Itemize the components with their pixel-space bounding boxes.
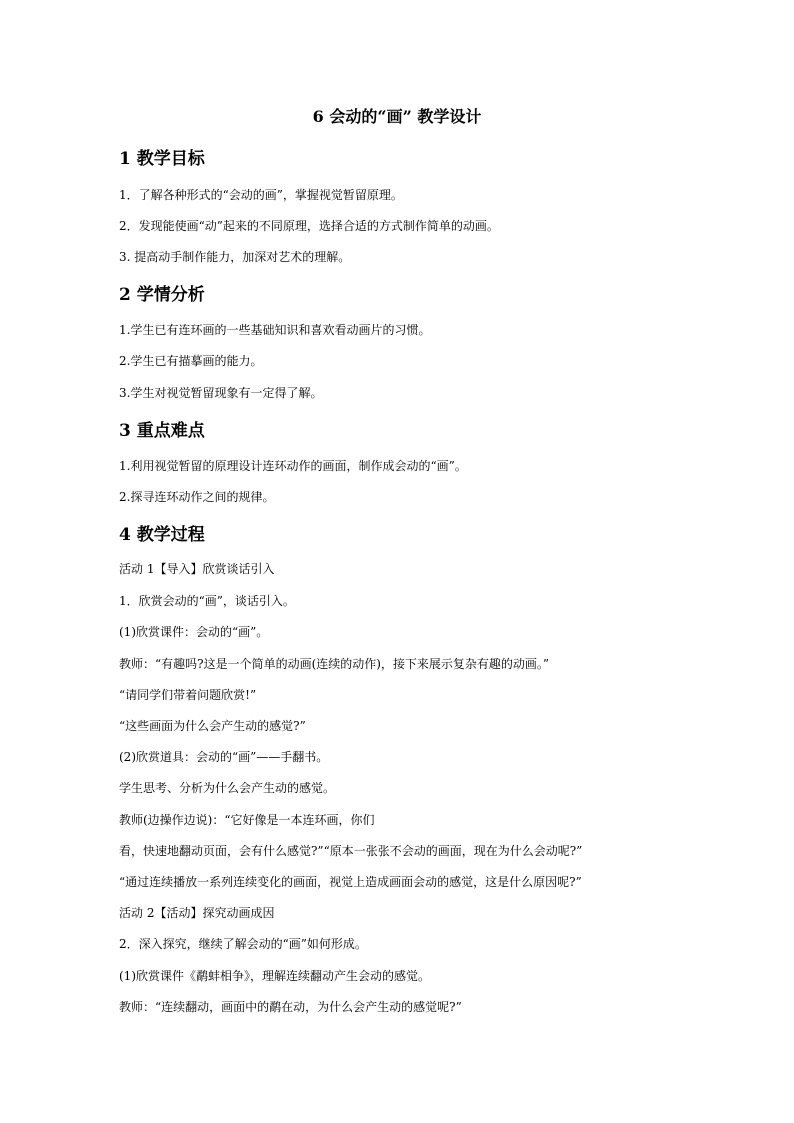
paragraph-line: 1．欣赏会动的“画”，谈话引入。 (119, 594, 295, 608)
paragraph-line: 教师：“有趣吗?这是一个简单的动画(连续的动作)，接下来展示复杂有趣的动画。” (119, 657, 550, 671)
paragraph-line: 2.学生已有描摹画的能力。 (119, 354, 263, 368)
paragraph-line: 看，快速地翻动页面，会有什么感觉?”“原本一张张不会动的画面，现在为什么会动呢?” (119, 844, 583, 858)
section-heading-key-points: 3 重点难点 (119, 421, 205, 441)
paragraph-line: 活动 1【导入】欣赏谈话引入 (119, 562, 275, 576)
document-title: 6 会动的“画” 教学设计 (312, 107, 482, 126)
paragraph-line: 2.探寻连环动作之间的规律。 (119, 490, 275, 504)
section-heading-objectives: 1 教学目标 (119, 149, 205, 169)
paragraph-line: (1)欣赏课件《鹬蚌相争》，理解连续翻动产生会动的感觉。 (119, 969, 431, 983)
paragraph-line: 学生思考、分析为什么会产生动的感觉。 (119, 781, 336, 795)
section-heading-process: 4 教学过程 (119, 525, 205, 545)
paragraph-line: “请同学们带着问题欣赏!” (119, 688, 257, 702)
paragraph-line: 1.利用视觉暂留的原理设计连环动作的画面，制作成会动的“画”。 (119, 459, 467, 473)
paragraph-line: (2)欣赏道具：会动的“画”——手翻书。 (119, 750, 329, 764)
paragraph-line: 教师(边操作边说)：“它好像是一本连环画，你们 (119, 813, 375, 827)
paragraph-line: 3.学生对视觉暂留现象有一定得了解。 (119, 386, 323, 400)
paragraph-line: 活动 2【活动】探究动画成因 (119, 906, 275, 920)
paragraph-line: 3. 提高动手制作能力，加深对艺术的理解。 (119, 250, 351, 264)
section-heading-analysis: 2 学情分析 (119, 285, 205, 305)
paragraph-line: 1．了解各种形式的“会动的画”，掌握视觉暂留原理。 (119, 188, 403, 202)
paragraph-line: 2．发现能使画“动”起来的不同原理，选择合适的方式制作简单的动画。 (119, 219, 499, 233)
paragraph-line: “通过连续播放一系列连续变化的画面，视觉上造成画面会动的感觉，这是什么原因呢?” (119, 875, 582, 889)
paragraph-line: “这些画面为什么会产生动的感觉?” (119, 719, 306, 733)
paragraph-line: (1)欣赏课件：会动的“画”。 (119, 625, 269, 639)
paragraph-line: 2．深入探究，继续了解会动的“画”如何形成。 (119, 937, 367, 951)
paragraph-line: 教师：“连续翻动，画面中的鹬在动，为什么会产生动的感觉呢?” (119, 1000, 462, 1014)
paragraph-line: 1.学生已有连环画的一些基础知识和喜欢看动画片的习惯。 (119, 323, 431, 337)
